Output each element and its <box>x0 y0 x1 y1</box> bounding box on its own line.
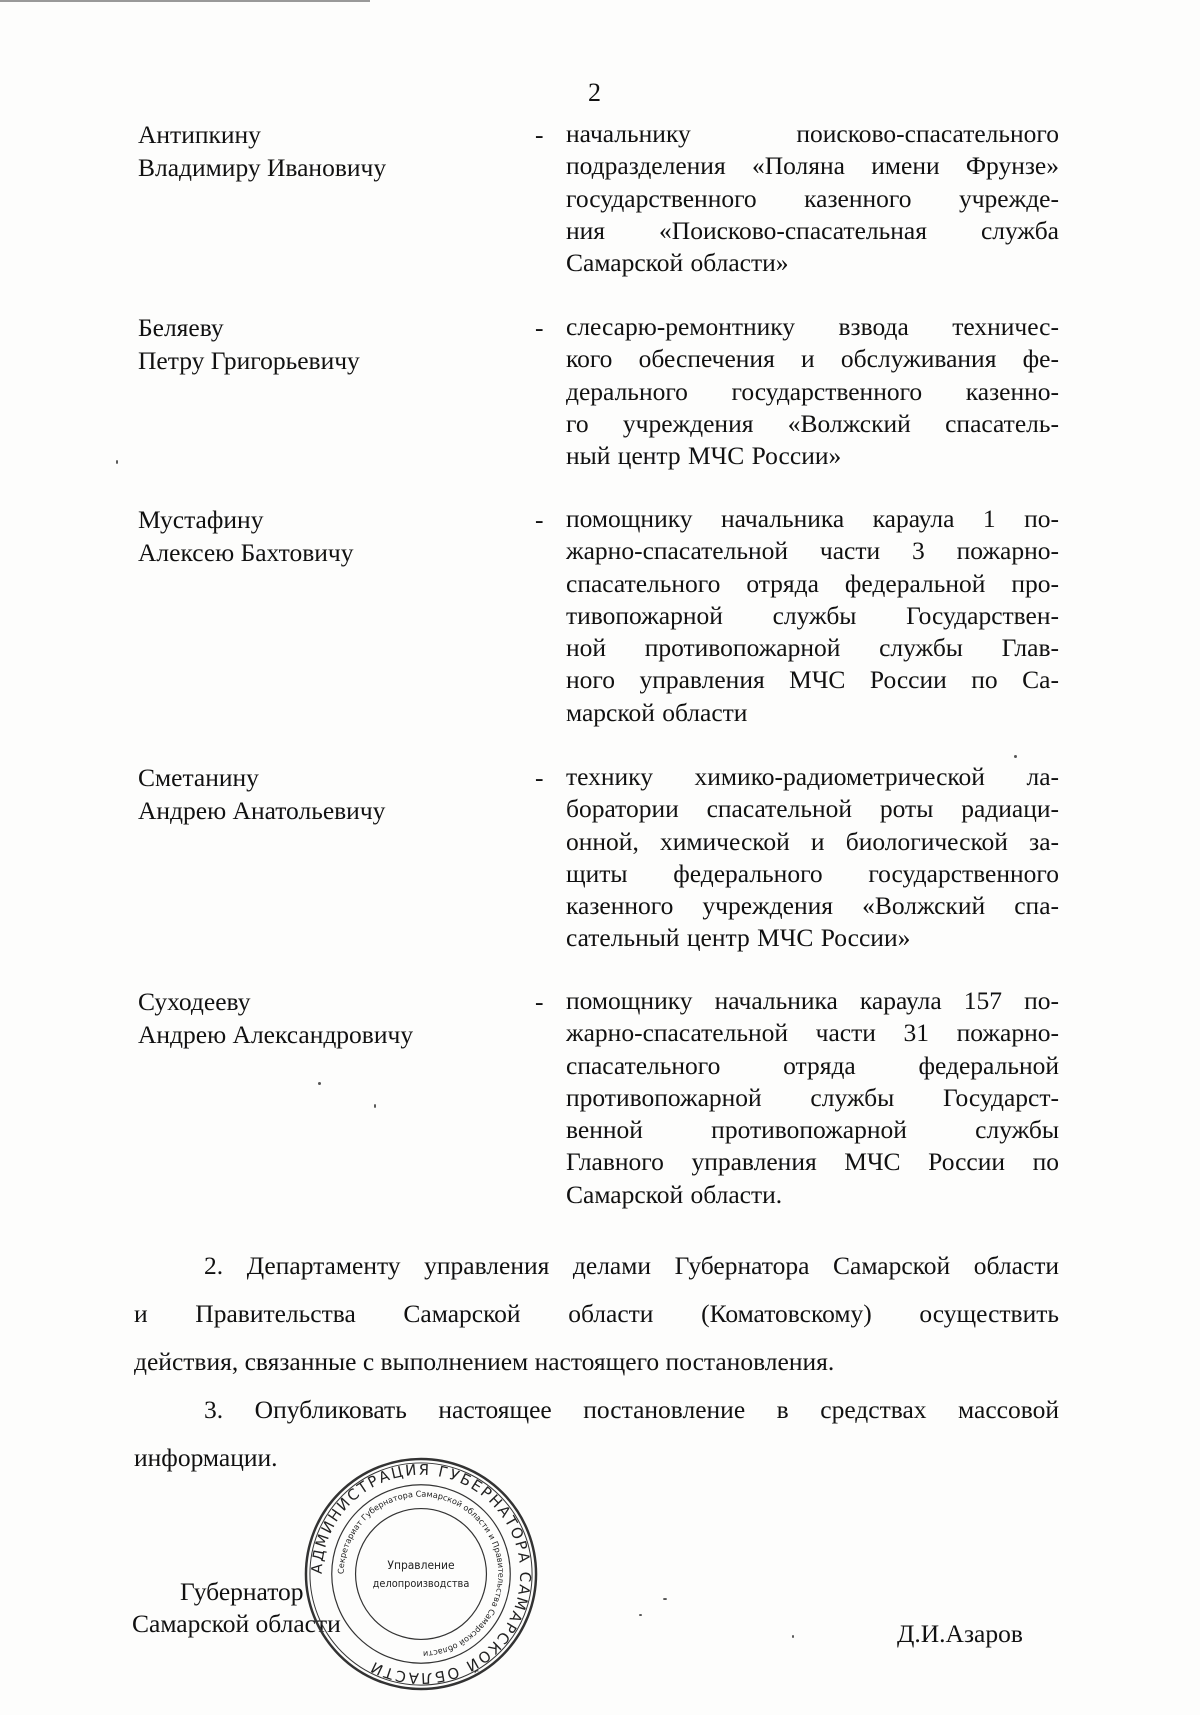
scan-speck <box>318 1082 321 1085</box>
paragraph-3 <box>134 1386 1059 1482</box>
person-given-name: Петру Григорьевичу <box>138 346 360 375</box>
person-name <box>138 503 498 569</box>
person-given-name: Владимиру Ивановичу <box>138 153 387 182</box>
position-line: тивопожарной службы Государствен- <box>566 600 1059 630</box>
paragraph-line: информации. <box>134 1443 278 1472</box>
scan-speck <box>663 1598 667 1600</box>
position-line: ной противопожарной службы Глав- <box>566 633 1059 663</box>
official-seal <box>302 1455 540 1693</box>
position-line: спасательного отряда федеральной про- <box>566 568 1059 598</box>
position-line: ного управления МЧС России по Са- <box>566 665 1059 695</box>
position-line: противопожарной службы Государст- <box>566 1082 1059 1112</box>
position-line: сательный центр МЧС России» <box>566 923 911 953</box>
position-line: подразделения «Поляна имени Фрунзе» <box>566 151 1059 181</box>
position-line: венной противопожарной службы <box>566 1115 1059 1145</box>
seal-inner-ring <box>356 1509 487 1640</box>
position-line: помощнику начальника караула 1 по- <box>566 504 1059 533</box>
position-line: жарно-спасательной части 31 пожарно- <box>566 1018 1059 1048</box>
position-line: Самарской области. <box>566 1179 783 1209</box>
position-line: помощнику начальника караула 157 по- <box>566 986 1059 1015</box>
seal-outer-text: АДМИНИСТРАЦИЯ ГУБЕРНАТОРА САМАРСКОЙ ОБЛАСТИ <box>307 1460 535 1688</box>
position-line: казенного учреждения «Волжский спа- <box>566 891 1059 921</box>
position-line: технику химико-радиометрической ла- <box>566 762 1059 791</box>
scan-edge-line <box>0 0 370 2</box>
paragraph-2 <box>134 1242 1059 1386</box>
signatory-name: Д.И.Азаров <box>897 1619 1023 1648</box>
person-given-name: Андрею Александровичу <box>138 1020 414 1049</box>
scan-speck <box>792 1635 794 1638</box>
position-text <box>566 761 1059 955</box>
person-name <box>138 118 498 184</box>
position-line: начальнику поисково-спасательного <box>566 119 1059 148</box>
position-line: ния «Поисково-спасательная служба <box>566 215 1059 245</box>
position-line: кого обеспечения и обслуживания фе- <box>566 344 1059 374</box>
seal-center-line2: делопроизводства <box>372 1576 470 1590</box>
dash-separator: - <box>535 763 544 792</box>
person-name <box>138 985 498 1051</box>
position-text <box>566 118 1059 279</box>
person-surname: Сметанину <box>138 763 259 792</box>
position-line: спасательного отряда федеральной <box>566 1050 1059 1080</box>
position-line: жарно-спасательной части 3 пожарно- <box>566 536 1059 566</box>
position-text <box>566 311 1059 472</box>
seal-inner-text: Секретариат Губернатора Самарской области и Правительства Самарской области <box>335 1488 507 1660</box>
person-surname: Антипкину <box>138 120 261 149</box>
scan-speck <box>639 1614 642 1616</box>
position-line: го учреждения «Волжский спасатель- <box>566 408 1059 438</box>
position-line: дерального государственного казенно- <box>566 376 1059 406</box>
position-text <box>566 503 1059 729</box>
person-given-name: Алексею Бахтовичу <box>138 538 354 567</box>
position-line: боратории спасательной роты радиаци- <box>566 794 1059 824</box>
position-line: Главного управления МЧС России по <box>566 1147 1059 1177</box>
person-given-name: Андрею Анатольевичу <box>138 796 386 825</box>
position-line: слесарю-ремонтнику взвода техничес- <box>566 312 1059 341</box>
person-surname: Беляеву <box>138 313 224 342</box>
paragraph-line: 2. Департаменту управления делами Губернатора Самарской области <box>204 1251 1059 1280</box>
position-line: ный центр МЧС России» <box>566 441 842 471</box>
page-number: 2 <box>588 78 601 107</box>
position-line: онной, химической и биологической за- <box>566 826 1059 856</box>
position-line: государственного казенного учрежде- <box>566 183 1059 213</box>
dash-separator: - <box>535 987 544 1016</box>
person-name <box>138 761 498 827</box>
dash-separator: - <box>535 313 544 342</box>
seal-center-line1: Управление <box>387 1558 455 1573</box>
person-surname: Суходееву <box>138 987 251 1016</box>
scan-speck <box>116 460 118 464</box>
position-line: марской области <box>566 697 748 727</box>
scan-speck <box>374 1104 376 1108</box>
paragraph-line: действия, связанные с выполнением настоящего постановления. <box>134 1347 835 1376</box>
dash-separator: - <box>535 505 544 534</box>
dash-separator: - <box>535 120 544 149</box>
position-line: Самарской области» <box>566 248 789 278</box>
scan-speck <box>1014 755 1017 758</box>
position-text <box>566 985 1059 1211</box>
person-surname: Мустафину <box>138 505 264 534</box>
position-line: щиты федерального государственного <box>566 858 1059 888</box>
person-name <box>138 311 498 377</box>
paragraph-line: и Правительства Самарской области (Коматовскому) осуществить <box>134 1299 1059 1328</box>
signature-title-line2: Самарской области <box>132 1609 341 1638</box>
paragraph-line: 3. Опубликовать настоящее постановление в средствах массовой <box>204 1395 1059 1424</box>
seal-middle-ring <box>332 1485 511 1664</box>
signature-title-line1: Губернатор <box>180 1577 304 1606</box>
